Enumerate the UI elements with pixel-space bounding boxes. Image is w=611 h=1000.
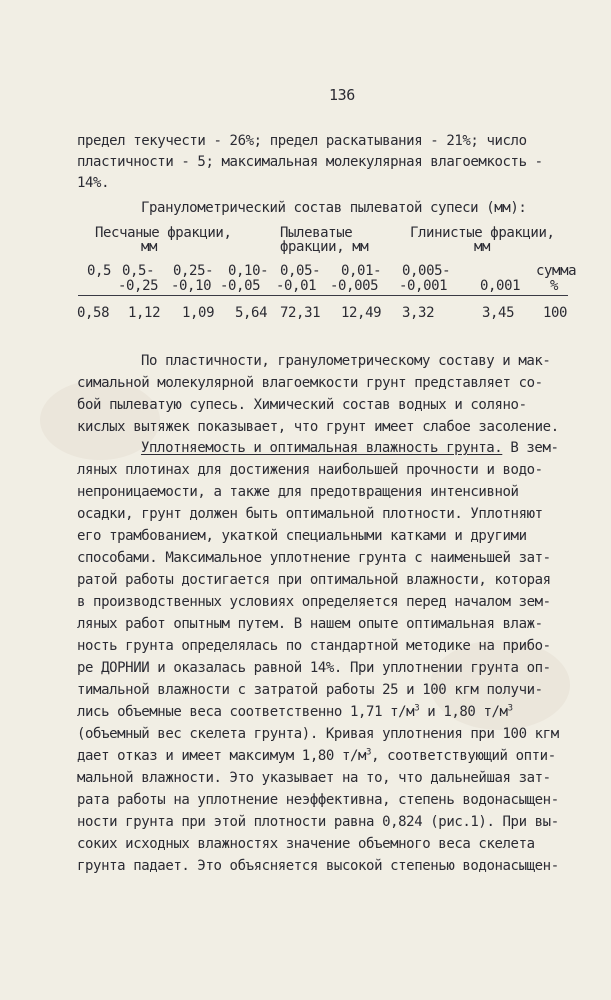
table-col-header: 0,5 <box>87 263 112 279</box>
table-title: Гранулометрический состав пылеватой супеси (мм): <box>141 200 527 216</box>
table-col-header: 0,10- <box>228 263 269 279</box>
text-line: ность грунта определялась по стандартной методике на прибо- <box>77 638 551 654</box>
table-col-header: 0,005- <box>402 263 451 279</box>
text-line <box>77 703 513 721</box>
table-group-header-sand: Песчаные фракции, <box>95 225 232 241</box>
table-col-header: 0,25- <box>173 263 214 279</box>
table-cell: 3,32 <box>402 305 435 321</box>
table-col-header: -0,05 <box>220 278 261 294</box>
table-col-header: сумма <box>536 263 577 279</box>
table-col-header: -0,10 <box>171 278 212 294</box>
page-number: 136 <box>329 86 355 104</box>
table-cell: 0,58 <box>77 305 110 321</box>
table-group-header-silt: Пылеватые <box>280 225 353 241</box>
text-fragment: и 1,80 т/м <box>419 704 508 720</box>
table-col-header: -0,005 <box>330 278 379 294</box>
text-line: (объемный вес скелета грунта). Кривая уплотнения при 100 кгм <box>77 726 559 742</box>
table-group-header-clay: Глинистые фракции, <box>410 225 555 241</box>
text-line: пластичности - 5; максимальная молекулярная влагоемкость - <box>77 154 543 170</box>
text-line: кислых вытяжек показывает, что грунт имеет слабое засоление. <box>77 419 559 435</box>
text-line: ляных работ опытным путем. В нашем опыте оптимальная влаж- <box>77 616 543 632</box>
text-line: способами. Максимальное уплотнение грунта с наименьшей зат- <box>77 550 551 566</box>
table-col-header: -0,01 <box>276 278 317 294</box>
text-line: рата работы на уплотнение неэффективна, степень водонасыщен- <box>77 792 559 808</box>
superscript: 3 <box>507 703 513 714</box>
table-rule <box>78 295 568 296</box>
text-line: грунта падает. Это объясняется высокой степенью водонасыщен- <box>77 858 559 874</box>
text-line: 14%. <box>77 175 110 191</box>
text-line: ности грунта при этой плотности равна 0,824 (рис.1). При вы- <box>77 814 559 830</box>
text-line <box>77 747 556 765</box>
table-cell: 72,31 <box>280 305 321 321</box>
text-fragment: , соответствующий опти- <box>371 748 556 764</box>
table-cell: 5,64 <box>235 305 268 321</box>
table-col-header: 0,01- <box>341 263 382 279</box>
table-cell: 1,09 <box>182 305 215 321</box>
table-col-header: 0,05- <box>280 263 321 279</box>
section-heading: Уплотняемость и оптимальная влажность грунта. <box>141 440 503 456</box>
text-line: предел текучести - 26%; предел раскатывания - 21%; число <box>77 133 527 149</box>
text-fragment: В зем- <box>502 440 559 456</box>
text-line: в производственных условиях определяется перед началом зем- <box>77 594 551 610</box>
section-heading-line <box>141 439 559 457</box>
table-col-header: % <box>550 278 559 294</box>
table-col-header: 0,5- <box>122 263 155 279</box>
text-line: симальной молекулярной влагоемкости грунт представляет со- <box>77 375 543 391</box>
text-line: соких исходных влажностях значение объемного веса скелета <box>77 836 535 852</box>
text-line: тимальной влажности с затратой работы 25 и 100 кгм получи- <box>77 682 543 698</box>
table-cell: 100 <box>543 305 568 321</box>
text-line: По пластичности, гранулометрическому составу и мак- <box>141 353 551 369</box>
table-group-header-sand-unit: мм <box>141 239 158 255</box>
text-line: ре ДОРНИИ и оказалась равной 14%. При уплотнении грунта оп- <box>77 660 551 676</box>
text-line: бой пылеватую супесь. Химический состав водных и соляно- <box>77 397 527 413</box>
table-cell: 3,45 <box>482 305 515 321</box>
table-col-header: -0,25 <box>118 278 159 294</box>
text-line: непроницаемости, а также для предотвращения интенсивной <box>77 484 519 500</box>
text-fragment: лись объемные веса соответственно 1,71 т/м <box>77 704 415 720</box>
table-col-header: -0,001 <box>399 278 448 294</box>
table-cell: 1,12 <box>128 305 161 321</box>
table-col-header: 0,001 <box>480 278 521 294</box>
superscript: 3 <box>414 703 420 714</box>
table-group-header-clay-unit: мм <box>474 239 491 255</box>
text-fragment: дает отказ и имеет максимум 1,80 т/м <box>77 748 367 764</box>
text-line: ляных плотинах для достижения наибольшей прочности и водо- <box>77 462 543 478</box>
table-group-header-silt-unit: фракции, мм <box>280 239 369 255</box>
table-cell: 12,49 <box>341 305 382 321</box>
text-line: ратой работы достигается при оптимальной влажности, которая <box>77 572 551 588</box>
text-line: мальной влажности. Это указывает на то, что дальнейшая зат- <box>77 770 551 786</box>
text-line: осадки, грунт должен быть оптимальной плотности. Уплотняют <box>77 506 543 522</box>
superscript: 3 <box>366 747 372 758</box>
text-line: его трамбованием, укаткой специальными катками и другими <box>77 528 527 544</box>
